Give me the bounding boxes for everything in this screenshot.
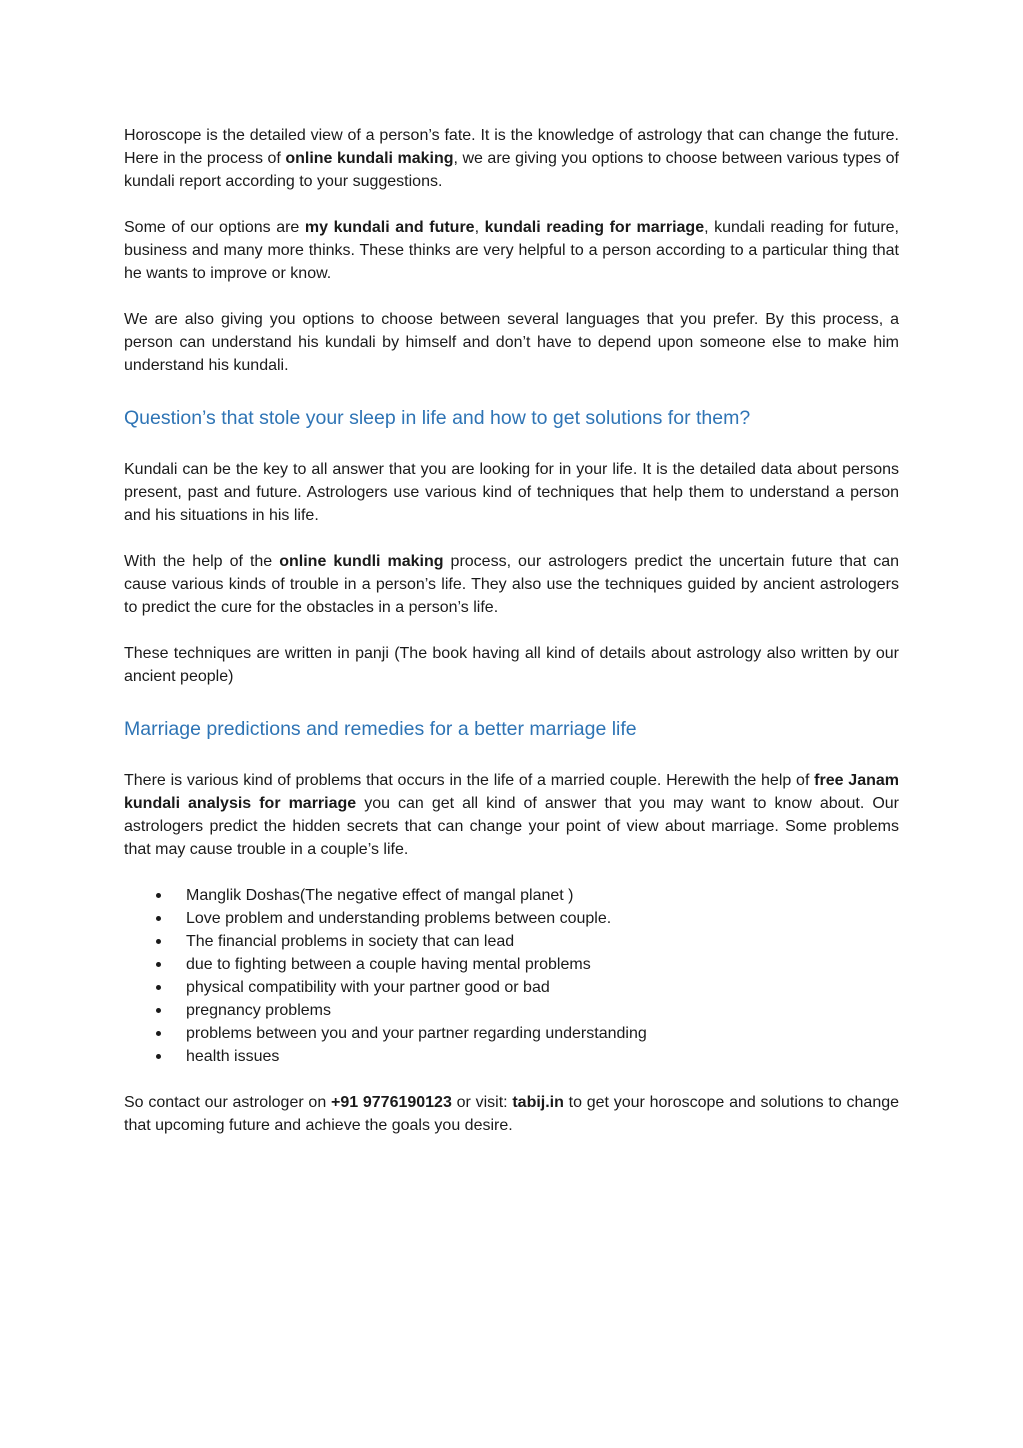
bullet-icon <box>156 1008 161 1013</box>
website-link[interactable]: tabij.in <box>512 1094 564 1111</box>
list-item <box>124 884 899 907</box>
phone-number: +91 9776190123 <box>330 1094 452 1111</box>
text: , <box>474 219 485 236</box>
list-item-text: The financial problems in society that can lead <box>186 933 515 950</box>
text: , kundali reading for future, business and many more thinks. These thinks are very helpful to a person according to a particular thing that he wants to improve or know. <box>124 219 900 282</box>
text: Horoscope is the detailed view of a person’s fate. It is the knowledge of astrology that can change the future. Here in the process of <box>124 127 899 167</box>
bold-phrase-online-kundali-making: online kundali making <box>285 150 454 167</box>
list-item-text: health issues <box>186 1048 280 1065</box>
bold-phrase-my-kundali: my kundali and future <box>304 219 475 236</box>
bullet-icon <box>156 985 161 990</box>
list-item-text: physical compatibility with your partner good or bad <box>186 979 550 996</box>
section-heading-marriage: Marriage predictions and remedies for a better marriage life <box>124 718 637 740</box>
document-page <box>124 124 899 1137</box>
section-heading-questions: Question’s that stole your sleep in life and how to get solutions for them? <box>124 407 751 429</box>
intro-paragraph <box>124 124 899 193</box>
bullet-icon <box>156 1031 161 1036</box>
text: There is various kind of problems that occurs in the life of a married couple. Herewith the help of <box>124 772 815 789</box>
kundali-key-paragraph: Kundali can be the key to all answer that you are looking for in your life. It is the detailed data about persons present, past and future. Astrologers use various kind of techniques that help them to understand a person and his situations in his life. <box>124 461 899 524</box>
bold-phrase-free-janam-kundali: free Janam kundali analysis for marriage <box>124 772 899 812</box>
list-item <box>124 999 899 1022</box>
bullet-icon <box>156 962 161 967</box>
problems-list <box>124 884 899 1068</box>
list-item-text: Love problem and understanding problems between couple. <box>186 910 612 927</box>
text: or visit: <box>451 1094 513 1111</box>
text: to get your horoscope and solutions to change that upcoming future and achieve the goals you desire. <box>124 1094 900 1134</box>
list-item <box>124 953 899 976</box>
text: process, our astrologers predict the uncertain future that can cause various kinds of trouble in a person’s life. They also use the techniques guided by ancient astrologers to predict the cure for the obstacles in a person’s life. <box>124 553 900 616</box>
astrologers-paragraph <box>124 550 899 619</box>
list-item-text: problems between you and your partner regarding understanding <box>186 1025 647 1042</box>
bullet-icon <box>156 893 161 898</box>
list-item <box>124 1022 899 1045</box>
bold-phrase-kundali-reading-marriage: kundali reading for marriage <box>484 219 705 236</box>
bullet-icon <box>156 1054 161 1059</box>
list-item <box>124 976 899 999</box>
list-item <box>124 907 899 930</box>
list-item-text: pregnancy problems <box>186 1002 331 1019</box>
text: Some of our options are <box>124 219 305 236</box>
options-paragraph <box>124 216 899 285</box>
list-item-text: due to fighting between a couple having mental problems <box>186 956 591 973</box>
list-item-text: Manglik Doshas(The negative effect of mangal planet ) <box>186 887 574 904</box>
text: So contact our astrologer on <box>124 1094 331 1111</box>
languages-paragraph: We are also giving you options to choose between several languages that you prefer. By this process, a person can understand his kundali by himself and don’t have to depend upon someone else to make him understand his kundali. <box>124 311 899 374</box>
contact-paragraph <box>124 1091 899 1137</box>
bullet-icon <box>156 916 161 921</box>
text: , we are giving you options to choose between various types of kundali report according to your suggestions. <box>124 150 899 190</box>
list-item <box>124 1045 899 1068</box>
marriage-problems-paragraph <box>124 769 899 861</box>
text: you can get all kind of answer that you may want to know about. Our astrologers predict the hidden secrets that can change your point of view about marriage. Some problems that may cause trouble in a couple’s life. <box>124 795 900 858</box>
list-item <box>124 930 899 953</box>
panji-paragraph: These techniques are written in panji (The book having all kind of details about astrology also written by our ancient people) <box>124 645 899 685</box>
bullet-icon <box>156 939 161 944</box>
text: With the help of the <box>124 553 280 570</box>
bold-phrase-online-kundli-making: online kundli making <box>279 553 444 570</box>
